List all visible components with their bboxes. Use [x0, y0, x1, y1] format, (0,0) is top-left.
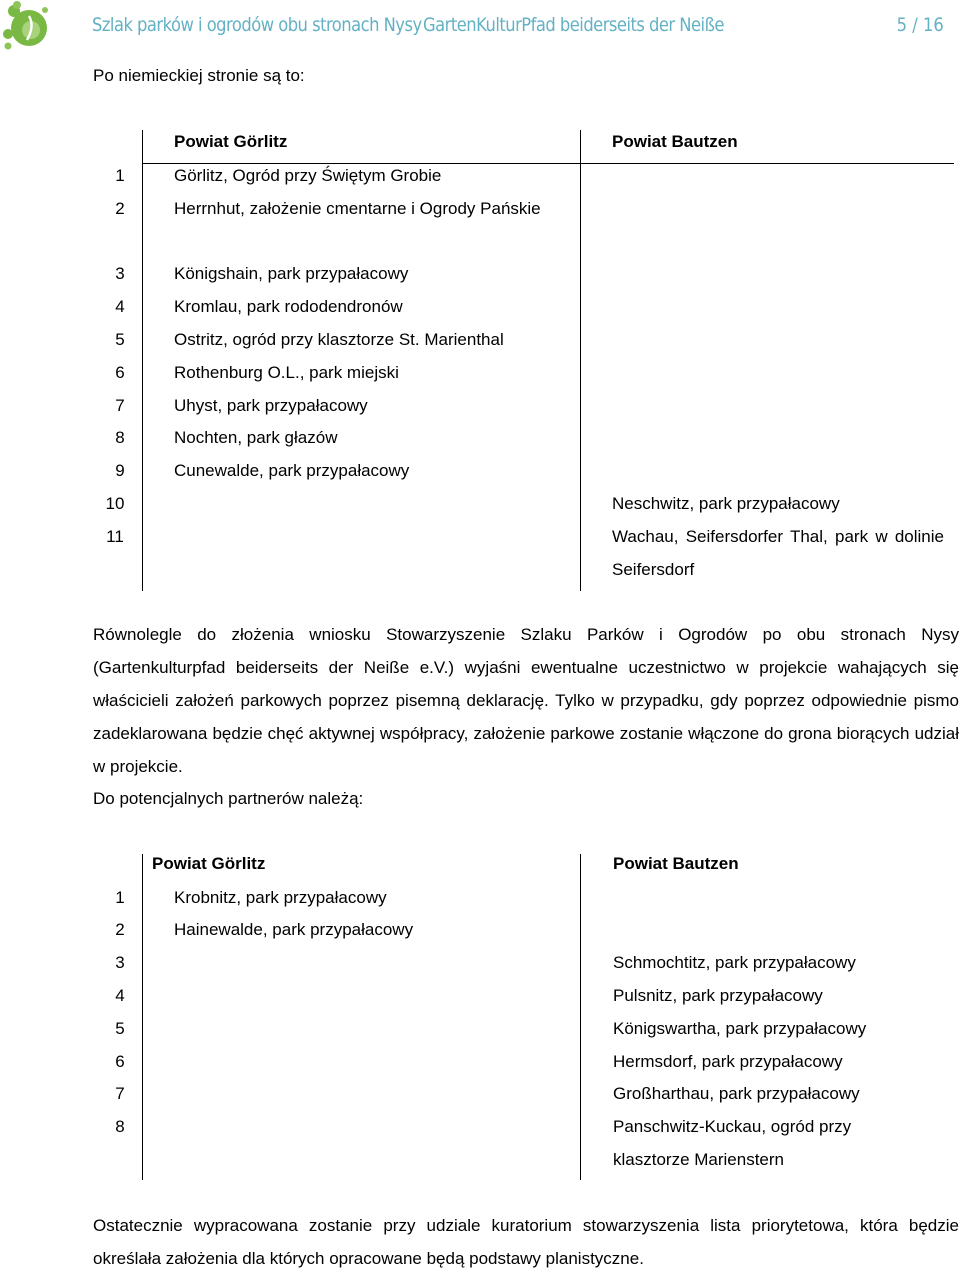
bautzen-cell: Schmochtitz, park przypałacowy: [613, 953, 856, 972]
row-number: 3: [115, 953, 125, 972]
row-number: 6: [115, 363, 125, 382]
park-logo-icon: [2, 0, 54, 52]
row-number: 4: [115, 986, 125, 1005]
row-number: 8: [115, 1117, 125, 1136]
row-number: 1: [115, 888, 125, 907]
goerlitz-cell: Nochten, park głazów: [174, 428, 338, 447]
paragraph-participation: Równolegle do złożenia wniosku Stowarzyszenie Szlaku Parków i Ogrodów po obu stronach Nysy (Gartenkulturpfad beiderseits der Neiße e.V.) wyjaśni ewentualne uczestnictwo w projekcie wahających się właścicieli założeń parkowych poprzez pisemną deklarację. Tylko w przypadku, gdy poprzez odpowiednie pismo zadeklarowana będzie chęć aktywnej współpracy, założenie parkowe zostanie włączone do grona biorących udział w projekcie.: [93, 625, 959, 776]
page-number: 5 / 16: [896, 14, 944, 36]
row-number: 7: [115, 396, 125, 415]
row-number: 2: [115, 920, 125, 939]
row-number: 7: [115, 1084, 125, 1103]
header-title-de: GartenKulturPfad beiderseits der Neiße: [423, 14, 724, 36]
goerlitz-cell: Krobnitz, park przypałacowy: [174, 888, 387, 907]
table1-header-goerlitz: Powiat Görlitz: [174, 132, 288, 151]
paragraph-priority-list: Ostatecznie wypracowana zostanie przy udziale kuratorium stowarzyszenia lista priorytetowa, która będzie określała założenia dla których opracowane będą podstawy planistyczne.: [93, 1216, 959, 1268]
row-number: 9: [115, 461, 125, 480]
intro-text: Po niemieckiej stronie są to:: [93, 66, 305, 85]
page-header: [0, 0, 960, 56]
bautzen-cell: Wachau, Seifersdorfer Thal, park w dolinie Seifersdorf: [612, 527, 944, 579]
goerlitz-cell: Uhyst, park przypałacowy: [174, 396, 368, 415]
row-number: 3: [115, 264, 125, 283]
row-number: 8: [115, 428, 125, 447]
goerlitz-cell: Ostritz, ogród przy klasztorze St. Marienthal: [174, 330, 504, 349]
table2-header-goerlitz: Powiat Görlitz: [152, 854, 266, 873]
bautzen-cell: Großharthau, park przypałacowy: [613, 1084, 860, 1103]
goerlitz-cell: Rothenburg O.L., park miejski: [174, 363, 399, 382]
row-number: 6: [115, 1052, 125, 1071]
table2-header-bautzen: Powiat Bautzen: [613, 854, 739, 873]
table1-number-divider: [142, 130, 143, 591]
bautzen-cell: Pulsnitz, park przypałacowy: [613, 986, 823, 1005]
table2-column-divider: [580, 854, 581, 1180]
table1-header-bautzen: Powiat Bautzen: [612, 132, 738, 151]
table1-column-divider: [580, 130, 581, 591]
row-number: 5: [115, 1019, 125, 1038]
bautzen-cell: Hermsdorf, park przypałacowy: [613, 1052, 843, 1071]
goerlitz-cell: Cunewalde, park przypałacowy: [174, 461, 410, 480]
row-number: 11: [106, 527, 124, 546]
row-number: 1: [115, 166, 125, 185]
goerlitz-cell: Königshain, park przypałacowy: [174, 264, 409, 283]
goerlitz-cell: Kromlau, park rododendronów: [174, 297, 403, 316]
header-title-pl: Szlak parków i ogrodów obu stronach Nysy: [92, 14, 422, 36]
bautzen-cell: Neschwitz, park przypałacowy: [612, 494, 840, 513]
row-number: 2: [115, 199, 125, 218]
row-number: 4: [115, 297, 125, 316]
bautzen-cell: Panschwitz-Kuckau, ogród przy klasztorze Marienstern: [613, 1117, 852, 1169]
row-number: 5: [115, 330, 125, 349]
goerlitz-cell: Görlitz, Ogród przy Świętym Grobie: [174, 166, 442, 185]
goerlitz-cell: Hainewalde, park przypałacowy: [174, 920, 414, 939]
table2-number-divider: [142, 854, 143, 1180]
goerlitz-cell: Herrnhut, założenie cmentarne i Ogrody Pańskie: [174, 199, 541, 218]
bautzen-cell: Königswartha, park przypałacowy: [613, 1019, 867, 1038]
partners-intro: Do potencjalnych partnerów należą:: [93, 789, 364, 808]
row-number: 10: [105, 494, 125, 513]
